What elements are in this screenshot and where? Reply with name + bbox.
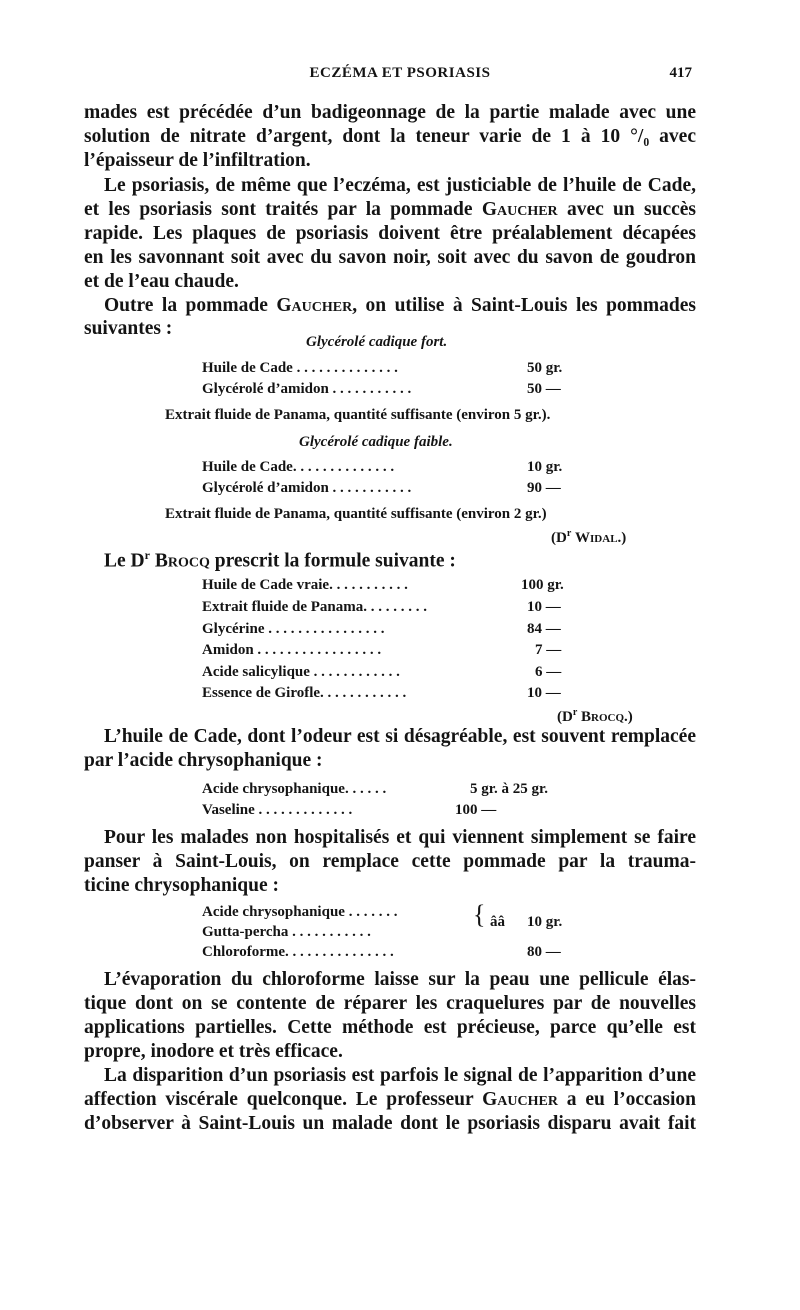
recipe-ingredient: Chloroforme. . . . . . . . . . . . . . . <box>202 944 394 960</box>
text-line: suivantes : <box>84 318 173 339</box>
text-line: mades est précédée d’un badigeonnage de la partie malade avec une <box>84 102 696 123</box>
recipe-ingredient: Acide chrysophanique. . . . . . <box>202 781 387 797</box>
recipe-ingredient: Extrait fluide de Panama. . . . . . . . . <box>202 599 427 615</box>
text-line <box>104 543 456 574</box>
text-line: applications partielles. Cette méthode est précieuse, parce qu’elle est <box>84 1017 696 1038</box>
text-run: Outre la pommade <box>104 295 268 316</box>
recipe-quantity: 80 — <box>527 944 561 960</box>
author-name: Gaucher <box>481 199 558 220</box>
recipe-ingredient: Huile de Cade . . . . . . . . . . . . . . <box>202 360 398 376</box>
text-run: , on utilise à Saint-Louis les pommades <box>352 295 697 316</box>
superscript: r <box>566 528 572 539</box>
recipe-note: Extrait fluide de Panama, quantité suffisante (environ 5 gr.). <box>165 407 551 423</box>
text-line: d’observer à Saint-Louis un malade dont le psoriasis disparu avait fait <box>84 1113 696 1134</box>
text-line: L’évaporation du chloroforme laisse sur la peau une pellicule élas- <box>104 969 696 990</box>
recipe-quantity: 50 — <box>527 381 561 397</box>
superscript: r <box>572 707 578 718</box>
text-line <box>84 198 696 222</box>
text-line: en les savonnant soit avec du savon noir, soit avec du savon de goudron <box>84 247 696 268</box>
recipe-quantity: 100 — <box>455 802 497 818</box>
recipe-quantity: 5 gr. à 25 gr. <box>470 781 549 797</box>
recipe-ingredient: Glycérolé d’amidon . . . . . . . . . . . <box>202 480 412 496</box>
author-name: Widal.) <box>575 530 627 546</box>
text-run: prescrit la formule suivante : <box>214 550 456 572</box>
attribution <box>557 707 633 726</box>
text-line: rapide. Les plaques de psoriasis doivent être préalablement décapées <box>84 223 696 244</box>
recipe-quantity: 10 — <box>527 685 561 701</box>
recipe-quantity: 90 — <box>527 480 561 496</box>
recipe-quantity: 10 — <box>527 599 561 615</box>
recipe-ingredient: Gutta-percha . . . . . . . . . . . <box>202 924 371 940</box>
text-line: Pour les malades non hospitalisés et qui viennent simplement se faire <box>104 827 696 848</box>
text-run: avec un succès <box>566 199 697 220</box>
text-line: solution de nitrate d’argent, dont la teneur varie de 1 à 10 °/₀ avec <box>84 126 696 147</box>
author-name: Gaucher <box>276 295 353 316</box>
text-line: et de l’eau chaude. <box>84 271 239 292</box>
recipe-quantity: 84 — <box>527 621 561 637</box>
text-line: Le psoriasis, de même que l’eczéma, est justiciable de l’huile de Cade, <box>104 175 696 196</box>
author-name: Brocq.) <box>581 709 633 725</box>
text-run: et les psoriasis sont traités par la pommade <box>84 199 473 220</box>
recipe-quantity: 10 gr. <box>527 914 563 930</box>
recipe-quantity: 10 gr. <box>527 459 563 475</box>
recipe-ingredient: Acide chrysophanique . . . . . . . <box>202 904 398 920</box>
text-line <box>104 294 696 318</box>
text-line: La disparition d’un psoriasis est parfois le signal de l’apparition d’une <box>104 1065 696 1086</box>
recipe-ingredient: Huile de Cade vraie. . . . . . . . . . . <box>202 577 408 593</box>
text-line: tique dont on se contente de réparer les craquelures par de nouvelles <box>84 993 696 1014</box>
text-run: affection viscérale quelconque. Le professeur <box>84 1089 474 1110</box>
recipe-quantity: 50 gr. <box>527 360 563 376</box>
text-line: l’épaisseur de l’infiltration. <box>84 150 311 171</box>
text-line: ticine chrysophanique : <box>84 875 280 896</box>
text-line: L’huile de Cade, dont l’odeur est si désagréable, est souvent remplacée <box>104 726 696 747</box>
running-header: ECZÉMA ET PSORIASIS <box>309 65 491 81</box>
attribution <box>551 528 626 547</box>
recipe-title: Glycérolé cadique faible. <box>299 434 453 450</box>
text-run: Le D <box>104 550 145 572</box>
recipe-ingredient: Essence de Girofle. . . . . . . . . . . . <box>202 685 407 701</box>
recipe-ingredient: Glycérine . . . . . . . . . . . . . . . . <box>202 621 385 637</box>
recipe-ingredient: Acide salicylique . . . . . . . . . . . . <box>202 664 400 680</box>
author-name: Brocq <box>154 550 210 572</box>
text-line <box>84 1088 696 1112</box>
recipe-quantity: ââ <box>490 914 505 930</box>
recipe-ingredient: Vaseline . . . . . . . . . . . . . <box>202 802 353 818</box>
text-line: panser à Saint-Louis, on remplace cette pommade par la trauma- <box>84 851 696 872</box>
author-name: Gaucher <box>482 1089 558 1110</box>
text-run: (D <box>557 709 573 725</box>
text-line: par l’acide chrysophanique : <box>84 750 323 771</box>
brace-symbol: { <box>473 900 486 929</box>
recipe-ingredient: Glycérolé d’amidon . . . . . . . . . . . <box>202 381 412 397</box>
recipe-ingredient: Amidon . . . . . . . . . . . . . . . . . <box>202 642 382 658</box>
text-run: (D <box>551 530 567 546</box>
page-number: 417 <box>669 65 692 81</box>
recipe-quantity: 6 — <box>535 664 562 680</box>
recipe-ingredient: Huile de Cade. . . . . . . . . . . . . . <box>202 459 395 475</box>
recipe-note: Extrait fluide de Panama, quantité suffisante (environ 2 gr.) <box>165 506 547 522</box>
recipe-title: Glycérolé cadique fort. <box>306 334 448 350</box>
superscript: r <box>144 548 150 562</box>
recipe-quantity: 100 gr. <box>521 577 564 593</box>
text-line: propre, inodore et très efficace. <box>84 1041 343 1062</box>
text-run: a eu l’occasion <box>566 1089 697 1110</box>
recipe-quantity: 7 — <box>535 642 562 658</box>
